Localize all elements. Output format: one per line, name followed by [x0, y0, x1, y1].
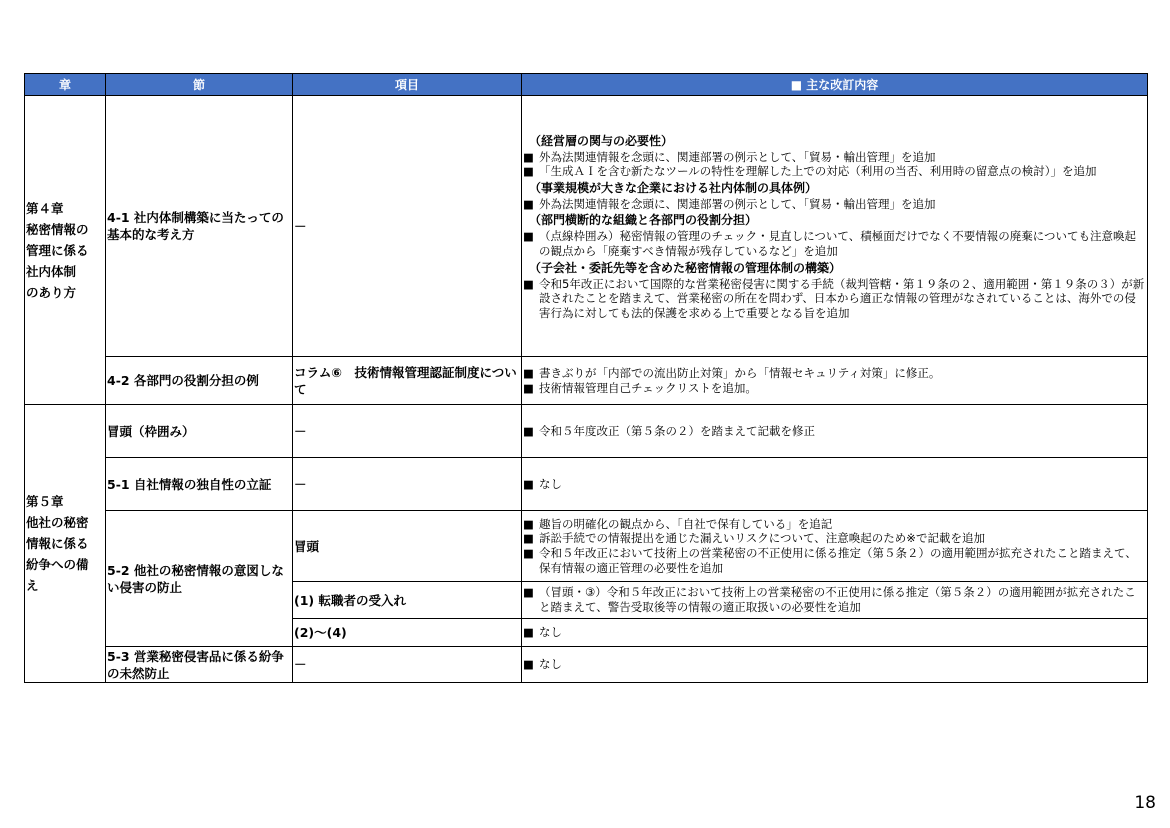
- change-bullet: ■ （点線枠囲み）秘密情報の管理のチェック・見直しについて、積極面だけでなく不要情報の廃棄についても注意喚起の観点から「廃棄すべき情報が残存しているなど」を追加: [523, 229, 1136, 258]
- header-chapter: 章: [25, 74, 106, 96]
- changes-5-3: [522, 647, 1148, 683]
- header-section: 節: [106, 74, 293, 96]
- bullet-square-icon: ■: [523, 516, 534, 531]
- change-bullet: ■ 令和５年度改正（第５条の２）を踏まえて記載を修正: [523, 423, 815, 438]
- table-row: [25, 511, 1148, 582]
- revision-table: [24, 73, 1148, 683]
- change-bullet: ■ 技術情報管理自己チェックリストを追加。: [523, 380, 757, 395]
- bullet-square-icon: ■: [523, 546, 534, 560]
- section-5-1: 5-1 自社情報の独自性の立証: [106, 458, 293, 511]
- item-5-2-1: (1) 転職者の受入れ: [293, 582, 522, 619]
- bullet-square-icon: ■: [523, 380, 534, 395]
- bullet-square-icon: ■: [523, 164, 534, 179]
- table-row: [25, 405, 1148, 458]
- item-5-3: －: [293, 647, 522, 683]
- item-5-intro: －: [293, 405, 522, 458]
- item-5-2-intro: 冒頭: [293, 511, 522, 582]
- change-bullet: ■ 趣旨の明確化の観点から、「自社で保有している」を追記: [523, 516, 833, 531]
- table-row: [25, 96, 1148, 357]
- table-row: [25, 647, 1148, 683]
- header-changes: ■ 主な改訂内容: [522, 74, 1148, 96]
- bullet-square-icon: ■: [523, 276, 534, 291]
- changes-4-1: [522, 96, 1148, 357]
- subheading: （部門横断的な組織と各部門の役割分担）: [529, 213, 758, 228]
- section-4-1: 4-1 社内体制構築に当たっての基本的な考え方: [106, 96, 293, 357]
- section-4-2: 4-2 各部門の役割分担の例: [106, 357, 293, 405]
- bullet-square-icon: ■: [523, 423, 534, 438]
- section-5-2: 5-2 他社の秘密情報の意図しない侵害の防止: [106, 511, 293, 647]
- changes-5-2-intro: [522, 511, 1148, 582]
- item-4-2: コラム⑥ 技術情報管理認証制度について: [293, 357, 522, 405]
- changes-5-2-2: [522, 619, 1148, 647]
- chapter-5-title: 第５章 他社の秘密 情報に係る 紛争への備 え: [25, 405, 106, 683]
- changes-5-intro: [522, 405, 1148, 458]
- change-bullet: ■ 「生成ＡＩを含む新たなツールの特性を理解した上での対応（利用の当否、利用時の留意点の検討）」を追加: [523, 164, 1097, 179]
- change-bullet: ■ （冒頭・③）令和５年改正において技術上の営業秘密の不正使用に係る推定（第５条２）の適用範囲が拡充されたこと踏まえて、警告受取後等の情報の適正取扱いの必要性を追加: [523, 585, 1136, 614]
- bullet-square-icon: ■: [523, 365, 534, 380]
- change-bullet: ■ なし: [523, 657, 562, 672]
- change-bullet: ■ 令和５年改正において技術上の営業秘密の不正使用に係る推定（第５条２）の適用範囲が拡充されたこと踏まえて、保有情報の適正管理の必要性を追加: [523, 546, 1137, 575]
- header-item: 項目: [293, 74, 522, 96]
- change-bullet: ■ なし: [523, 476, 562, 491]
- bullet-square-icon: ■: [523, 476, 534, 491]
- section-5-intro: 冒頭（枠囲み）: [106, 405, 293, 458]
- change-bullet: ■ なし: [523, 625, 562, 640]
- item-5-1: －: [293, 458, 522, 511]
- changes-4-2: [522, 357, 1148, 405]
- bullet-square-icon: ■: [523, 229, 534, 244]
- item-5-2-2: (2)～(4): [293, 619, 522, 647]
- item-4-1: －: [293, 96, 522, 357]
- subheading: （経営層の関与の必要性）: [529, 133, 674, 148]
- bullet-square-icon: ■: [523, 625, 534, 640]
- page-number: 18: [1134, 793, 1156, 813]
- change-bullet: ■ 令和5年改正において国際的な営業秘密侵害に関する手続（裁判管轄・第１９条の２、適用範囲・第１９条の３）が新設されたことを踏まえて、営業秘密の所在を問わず、日本から適正な情報の管理がなされていることは、海外での侵害行為に対しても法的保護を求める上で重要となる旨を追加: [523, 276, 1145, 320]
- change-bullet: ■ 訴訟手続での情報提出を通じた漏えいリスクについて、注意喚起のため※で記載を追加: [523, 531, 985, 546]
- changes-5-1: [522, 458, 1148, 511]
- change-bullet: ■ 外為法関連情報を念頭に、関連部署の例示として、「貿易・輸出管理」を追加: [523, 149, 936, 164]
- section-5-3: 5-3 営業秘密侵害品に係る紛争の未然防止: [106, 647, 293, 683]
- bullet-square-icon: ■: [523, 196, 534, 211]
- bullet-square-icon: ■: [523, 585, 534, 600]
- subheading: （事業規模が大きな企業における社内体制の具体例）: [529, 180, 818, 195]
- changes-5-2-1: [522, 582, 1148, 619]
- change-bullet: ■ 外為法関連情報を念頭に、関連部署の例示として、「貿易・輸出管理」を追加: [523, 196, 936, 211]
- table-row: [25, 458, 1148, 511]
- bullet-square-icon: ■: [523, 149, 534, 164]
- change-bullet: ■ 書きぶりが「内部での流出防止対策」から「情報セキュリティ対策」に修正。: [523, 365, 941, 380]
- bullet-square-icon: ■: [523, 531, 534, 546]
- table-header-row: [25, 74, 1148, 96]
- chapter-4-title: 第４章 秘密情報の 管理に係る 社内体制 のあり方: [25, 96, 106, 405]
- table-row: [25, 357, 1148, 405]
- bullet-square-icon: ■: [523, 657, 534, 672]
- subheading: （子会社・委託先等を含めた秘密情報の管理体制の構築）: [529, 260, 842, 275]
